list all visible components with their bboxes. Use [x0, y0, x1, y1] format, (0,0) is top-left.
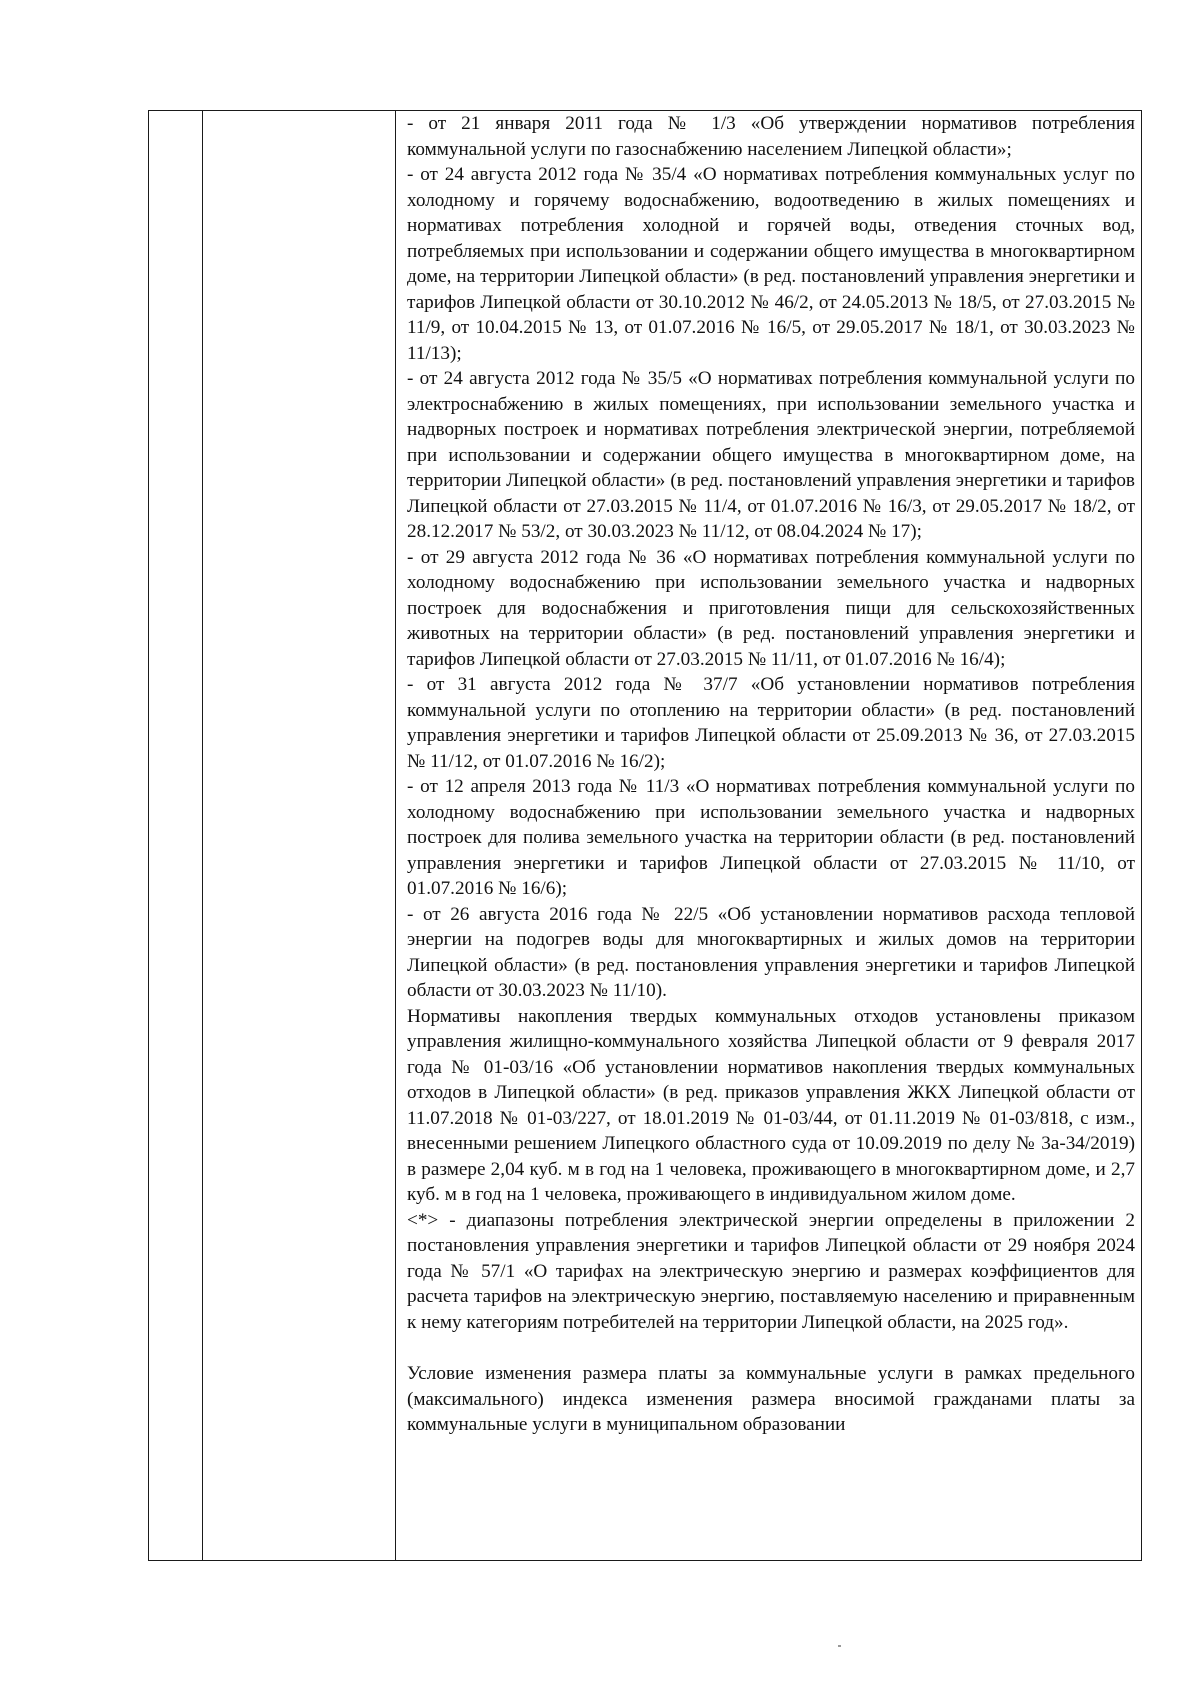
column-divider-1 [202, 111, 203, 1560]
paragraph-irrigation-normative: - от 12 апреля 2013 года № 11/3 «О нормативах потребления коммунальной услуги по холодному водоснабжению при использовании земельного участка и надворных построек для полива земельного участка на территории области (в ред. постановлений управления энергетики и тарифов Липецкой области от 27.03.2015 № 11/10, от 01.07.2016 № 16/6); [407, 776, 1135, 899]
paragraph-heating-normative: - от 31 августа 2012 года № 37/7 «Об установлении нормативов потребления коммунальной услуги по отоплению на территории области» (в ред. постановлений управления энергетики и тарифов Липецкой области от 25.09.2013 № 36, от 27.03.2015 № 11/12, от 01.07.2016 № 16/2); [407, 674, 1135, 772]
scan-speck [838, 1645, 841, 1647]
paragraph-heat-energy-normative: - от 26 августа 2016 года № 22/5 «Об установлении нормативов расхода тепловой энергии на подогрев воды для многоквартирных и жилых домов на территории Липецкой области» (в ред. постановления управления энергетики и тарифов Липецкой области от 30.03.2023 № 11/10). [407, 903, 1135, 1001]
content-cell [399, 111, 1141, 1438]
document-table [148, 110, 1142, 1561]
paragraph-cold-water-animals: - от 29 августа 2012 года № 36 «О нормативах потребления коммунальной услуги по холодному водоснабжению при использовании земельного участка и надворных построек для водоснабжения и приготовления пищи для сельскохозяйственных животных на территории области» (в ред. постановлений управления энергетики и тарифов Липецкой области от 27.03.2015 № 11/11, от 01.07.2016 № 16/4); [407, 546, 1135, 670]
paragraph-electricity-normative: - от 24 августа 2012 года № 35/5 «О нормативах потребления коммунальной услуги по электроснабжению в жилых помещениях, при использовании земельного участка и надворных построек и нормативах потребления электрической энергии, потребляемой при использовании и содержании общего имущества в многоквартирном доме, на территории Липецкой области» (в ред. постановлений управления энергетики и тарифов Липецкой области от 27.03.2015 № 11/4, от 01.07.2016 № 16/3, от 29.05.2017 № 18/2, от 28.12.2017 № 53/2, от 30.03.2023 № 11/12, от 08.04.2024 № 17); [407, 368, 1135, 542]
paragraph-payment-condition: Условие изменения размера платы за коммунальные услуги в рамках предельного (максимального) индекса изменения размера вносимой гражданами платы за коммунальные услуги в муниципальном образовании [407, 1363, 1135, 1435]
paragraph-footnote: <*> - диапазоны потребления электрической энергии определены в приложении 2 постановления управления энергетики и тарифов Липецкой области от 29 ноября 2024 года № 57/1 «О тарифах на электрическую энергию и размерах коэффициентов для расчета тарифов на электрическую энергию, поставляемую населению и приравненным к нему категориям потребителей на территории Липецкой области, на 2025 год». [407, 1209, 1135, 1333]
paragraph-solid-waste-normative: Нормативы накопления твердых коммунальных отходов установлены приказом управления жилищно-коммунального хозяйства Липецкой области от 9 февраля 2017 года № 01-03/16 «Об установлении нормативов накопления твердых коммунальных отходов в Липецкой области» (в ред. приказов управления ЖКХ Липецкой области от 11.07.2018 № 01-03/227, от 18.01.2019 № 01-03/44, от 01.11.2019 № 01-03/818, с изм., внесенными решением Липецкого областного суда от 10.09.2019 по делу № 3а-34/2019) в размере 2,04 куб. м в год на 1 человека, проживающего в многоквартирном доме, и 2,7 куб. м в год на 1 человека, проживающего в индивидуальном жилом доме. [407, 1005, 1135, 1205]
paragraph-water-normative: - от 24 августа 2012 года № 35/4 «О нормативах потребления коммунальных услуг по холодному и горячему водоснабжению, водоотведению в жилых помещениях и нормативах потребления холодной и горячей воды, отведения сточных вод, потребляемых при использовании и содержании общего имущества в многоквартирном доме, на территории Липецкой области» (в ред. постановлений управления энергетики и тарифов Липецкой области от 30.10.2012 № 46/2, от 24.05.2013 № 18/5, от 27.03.2015 № 11/9, от 10.04.2015 № 13, от 01.07.2016 № 16/5, от 29.05.2017 № 18/1, от 30.03.2023 № 11/13); [407, 164, 1135, 364]
column-divider-2 [395, 111, 396, 1560]
paragraph-gas-normative: - от 21 января 2011 года № 1/3 «Об утверждении нормативов потребления коммунальной услуги по газоснабжению населением Липецкой области»; [407, 113, 1135, 160]
